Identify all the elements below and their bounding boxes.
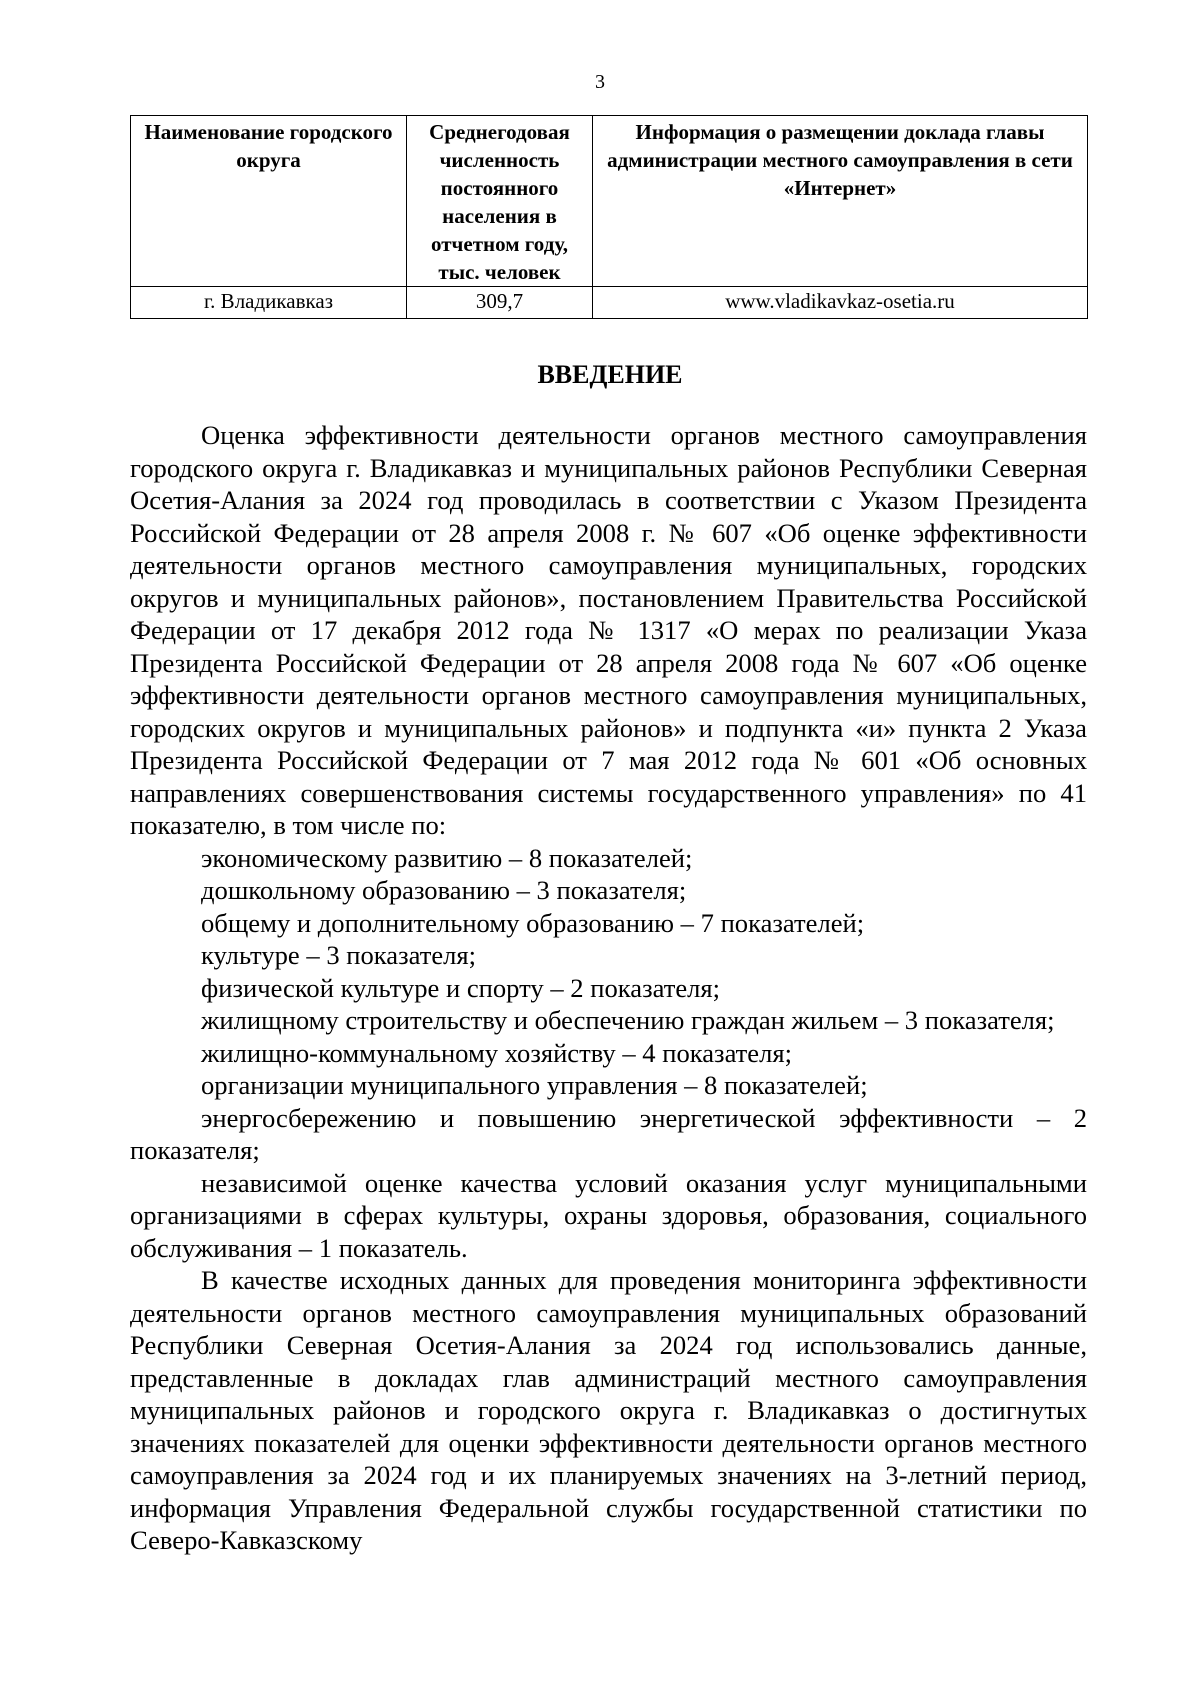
- info-table: [130, 115, 1088, 319]
- list-item: независимой оценке качества условий оказания услуг муниципальными организациями в сферах культуры, охраны здоровья, образования, социального обслуживания – 1 показатель.: [130, 1167, 1087, 1263]
- list-item: экономическому развитию – 8 показателей;: [201, 842, 693, 873]
- table-header-row: [131, 116, 1088, 287]
- table-row: [131, 287, 1088, 319]
- header-district-name: Наименование городского округа: [131, 116, 407, 287]
- list-item: физической культуре и спорту – 2 показателя;: [201, 972, 721, 1003]
- list-item: организации муниципального управления – 8 показателей;: [201, 1070, 868, 1100]
- header-population: Среднегодовая численность постоянного населения в отчетном году, тыс. человек: [407, 116, 593, 287]
- cell-website: www.vladikavkaz-osetia.ru: [593, 287, 1088, 319]
- cell-district-name: г. Владикавказ: [131, 287, 407, 319]
- paragraph-source-data: В качестве исходных данных для проведения мониторинга эффективности деятельности органов местного самоуправления муниципальных образований Республики Северная Осетия-Алания за 2024 год использовались данные, представленные в докладах глав администраций местного самоуправления муниципальных районов и городского округа г. Владикавказ о достигнутых значениях показателей для оценки эффективности деятельности органов местного самоуправления за 2024 год и их планируемых значениях на 3-летний период, информация Управления Федеральной службы государственной статистики по Северо-Кавказскому: [130, 1265, 1087, 1555]
- list-item: энергосбережению и повышению энергетической эффективности – 2 показателя;: [130, 1102, 1087, 1165]
- list-item: общему и дополнительному образованию – 7 показателей;: [201, 907, 865, 938]
- body-text: [130, 419, 1087, 1557]
- list-item: дошкольному образованию – 3 показателя;: [201, 875, 687, 905]
- list-item: культуре – 3 показателя;: [201, 940, 477, 970]
- page-number: 3: [595, 71, 605, 93]
- list-item: жилищно-коммунальному хозяйству – 4 показателя;: [201, 1037, 792, 1068]
- cell-population: 309,7: [407, 287, 593, 319]
- header-report-info: Информация о размещении доклада главы администрации местного самоуправления в сети «Интернет»: [593, 116, 1088, 287]
- section-title: ВВЕДЕНИЕ: [537, 360, 683, 389]
- paragraph-intro: Оценка эффективности деятельности органов местного самоуправления городского округа г. Владикавказ и муниципальных районов Республики Северная Осетия-Алания за 2024 год проводилась в соответствии с Указом Президента Российской Федерации от 28 апреля 2008 г. № 607 «Об оценке эффективности деятельности органов местного самоуправления муниципальных, городских округов и муниципальных районов», постановлением Правительства Российской Федерации от 17 декабря 2012 года № 1317 «О мерах по реализации Указа Президента Российской Федерации от 28 апреля 2008 года № 607 «Об оценке эффективности деятельности органов местного самоуправления муниципальных, городских округов и муниципальных районов» и подпункта «и» пункта 2 Указа Президента Российской Федерации от 7 мая 2012 года № 601 «Об основных направлениях совершенствования системы государственного управления» по 41 показателю, в том числе по:: [130, 420, 1087, 840]
- list-item: жилищному строительству и обеспечению граждан жильем – 3 показателя;: [201, 1005, 1055, 1035]
